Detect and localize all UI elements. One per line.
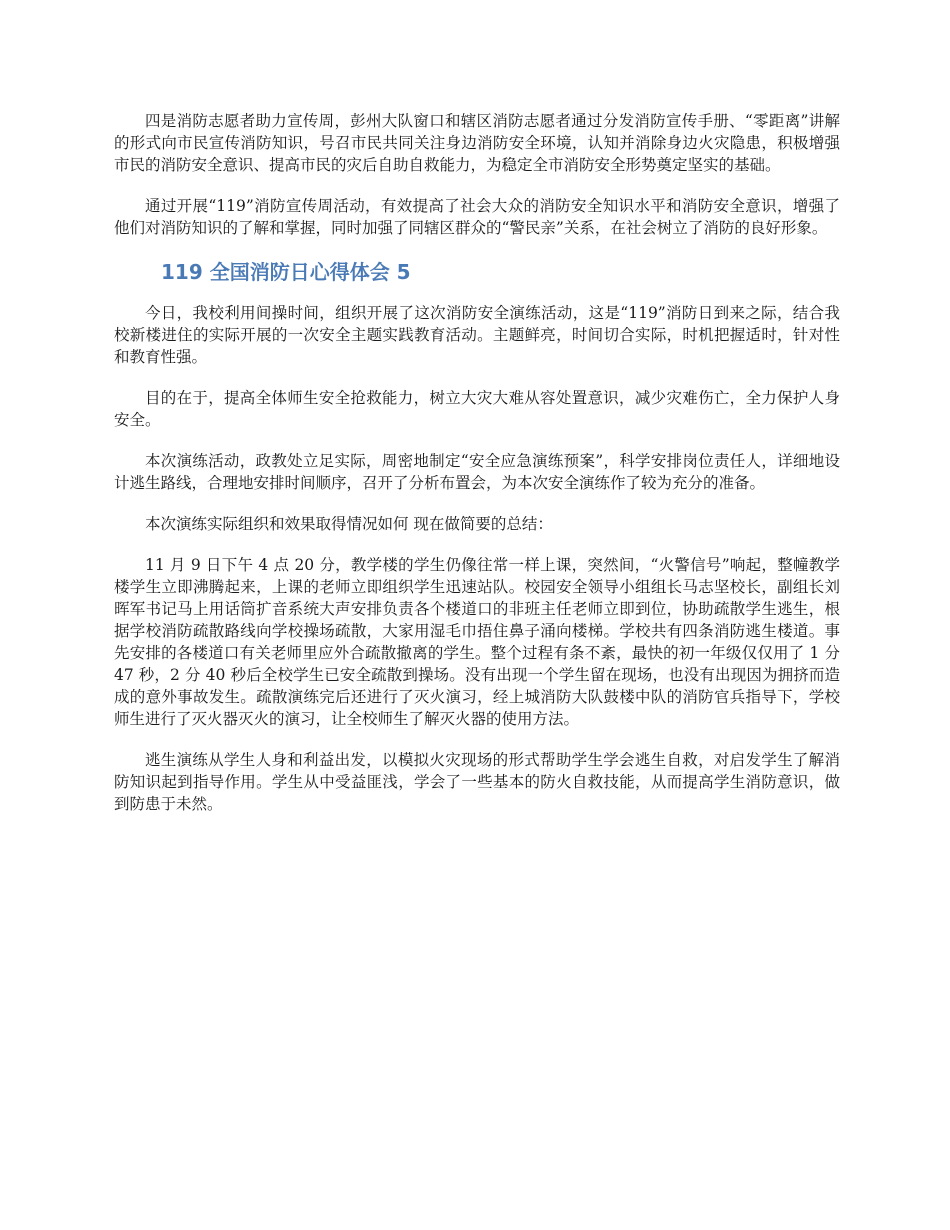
body-paragraph: 四是消防志愿者助力宣传周，彭州大队窗口和辖区消防志愿者通过分发消防宣传手册、“零距离”讲解的形式向市民宣传消防知识，号召市民共同关注身边消防安全环境，认知并消除身边火灾隐患，积极增强市民的消防安全意识、提高市民的灾后自助自救能力，为稳定全市消防安全形势奠定坚实的基础。 (114, 112, 840, 174)
body-paragraph: 今日，我校利用间操时间，组织开展了这次消防安全演练活动，这是“119”消防日到来之际，结合我校新楼进住的实际开展的一次安全主题实践教育活动。主题鲜亮，时间切合实际，时机把握适时，针对性和教育性强。 (114, 304, 840, 366)
body-paragraph: 11 月 9 日下午 4 点 20 分，教学楼的学生仍像往常一样上课，突然间，“火警信号”响起，整幢教学楼学生立即沸腾起来，上课的老师立即组织学生迅速站队。校园安全领导小组组长马志坚校长，副组长刘晖军书记马上用话筒扩音系统大声安排负责各个楼道口的非班主任老师立即到位，协助疏散学生逃生，根据学校消防疏散路线向学校操场疏散，大家用湿毛巾捂住鼻子涌向楼梯。学校共有四条消防逃生楼道。事先安排的各楼道口有关老师里应外合疏散撤离的学生。整个过程有条不紊，最快的初一年级仅仅用了 1 分 47 秒，2 分 40 秒后全校学生已安全疏散到操场。没有出现一个学生留在现场，也没有出现因为拥挤而造成的意外事故发生。疏散演练完后还进行了灭火演习，经上城消防大队鼓楼中队的消防官兵指导下，学校师生进行了灭火器灭火的演习，让全校师生了解灭火器的使用方法。 (114, 556, 840, 728)
body-paragraph: 本次演练实际组织和效果取得情况如何 现在做简要的总结： (145, 515, 553, 533)
section-heading: 119 全国消防日心得体会 5 (161, 260, 411, 284)
body-paragraph: 目的在于，提高全体师生安全抢救能力，树立大灾大难从容处置意识，减少灾难伤亡，全力保护人身安全。 (114, 389, 840, 429)
body-paragraph: 本次演练活动，政教处立足实际，周密地制定“安全应急演练预案”，科学安排岗位责任人，详细地设计逃生路线，合理地安排时间顺序，召开了分析布置会，为本次安全演练作了较为充分的准备。 (114, 452, 840, 492)
body-paragraph: 逃生演练从学生人身和利益出发，以模拟火灾现场的形式帮助学生学会逃生自救，对启发学生了解消防知识起到指导作用。学生从中受益匪浅，学会了一些基本的防火自救技能，从而提高学生消防意识，做到防患于未然。 (114, 751, 840, 813)
document-page (114, 110, 840, 834)
body-paragraph: 通过开展“119”消防宣传周活动，有效提高了社会大众的消防安全知识水平和消防安全意识，增强了他们对消防知识的了解和掌握，同时加强了同辖区群众的“警民亲”关系，在社会树立了消防的良好形象。 (114, 197, 840, 237)
